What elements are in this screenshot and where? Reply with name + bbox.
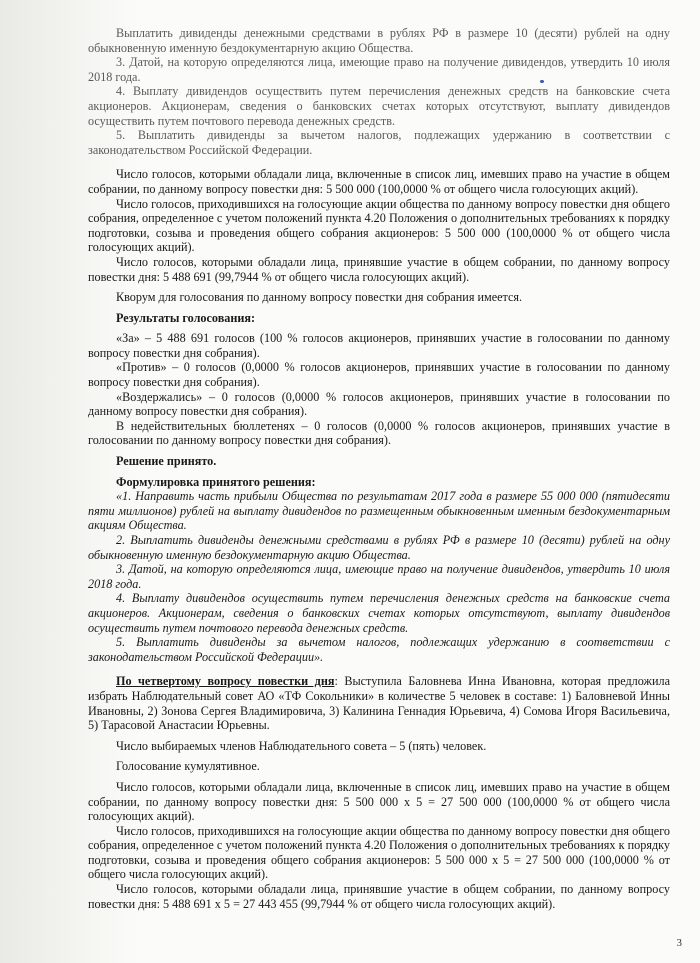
vote-for: «За» – 5 488 691 голосов (100 % голосов акционеров, принявших участие в голосовании по данному вопросу повестки дня собрания). [88,331,670,360]
fourth-question [88,674,670,732]
paragraph: Число голосов, которыми обладали лица, включенные в список лиц, имевших право на участие в общем собрании, по данному вопросу повестки дня: 5 500 000 (100,0000 % от общего числа голосующих акций). [88,167,670,196]
paragraph: Число голосов, которыми обладали лица, включенные в список лиц, имевших право на участие в общем собрании, по данному вопросу повестки дня: 5 500 000 х 5 = 27 500 000 (100,0000 % от общего числа голосующих акций). [88,779,670,824]
vote-abstain: «Воздержались» – 0 голосов (0,0000 % голосов акционеров, принявших участие в голосовании по данному вопросу повестки дня собрания). [88,389,670,419]
document-body [88,26,670,911]
paragraph: Выплатить дивиденды денежными средствами в рублях РФ в размере 10 (десяти) рублей на одну обыкновенную именную бездокументарную акцию Общества. [88,26,670,55]
decision-accepted: Решение принято. [116,454,217,469]
paragraph: Число голосов, приходившихся на голосующие акции общества по данному вопросу повестки дня общего собрания, определенное с учетом положений пункта 4.20 Положения о дополнительных требованиях к порядку подготовки, созыва и проведения общего собрания акционеров: 5 500 000 (100,0000 % от общего числа голосующих акций). [88,196,670,255]
paragraph: Число выбираемых членов Наблюдательного совета – 5 (пять) человек. [116,738,487,753]
results-heading: Результаты голосования: [116,310,256,325]
decision-item: 2. Выплатить дивиденды денежными средствами в рублях РФ в размере 10 (десяти) рублей на одну обыкновенную именную бездокументарную акцию Общества. [88,533,670,562]
paragraph: 3. Датой, на которую определяются лица, имеющие право на получение дивидендов, утвердить 10 июля 2018 года. [88,55,670,84]
fourth-question-text: : Выступила Баловнева Инна Ивановна, которая предложила избрать Наблюдательный совет АО «ТФ Сокольники» в количестве 5 человек в составе: 1) Баловневой Инны Ивановны, 2) Зонова Сергея Владимировича, 3) Калинина Геннадия Юрьевича, 4) Сомова Игоря Васильевича, 5) Тарасовой Анастасии Юрьевны. [88,674,670,733]
paragraph: Число голосов, которыми обладали лица, принявшие участие в общем собрании, по данному вопросу повестки дня: 5 488 691 х 5 = 27 443 455 (99,7944 % от общего числа голосующих акций). [88,882,670,911]
paragraph: Число голосов, которыми обладали лица, принявшие участие в общем собрании, по данному вопросу повестки дня: 5 488 691 (99,7944 % от общего числа голосующих акций). [88,254,670,284]
vote-against: «Против» – 0 голосов (0,0000 % голосов акционеров, принявших участие в голосовании по данному вопросу повестки дня собрания). [88,360,670,390]
decision-item: 3. Датой, на которую определяются лица, имеющие право на получение дивидендов, утвердить 10 июля 2018 года. [88,562,670,591]
decision-heading: Формулировка принятого решения: [116,474,316,489]
fourth-question-lead: По четвертому вопросу повестки дня [116,674,335,689]
page-number: 3 [676,937,682,949]
decision-item: 5. Выплатить дивиденды за вычетом налогов, подлежащих удержанию в соответствии с законодательством Российской Федерации». [88,635,670,664]
decision-item: «1. Направить часть прибыли Общества по результатам 2017 года в размере 55 000 000 (пятидесяти пяти миллионов) рублей на выплату дивидендов по размещенным обыкновенным именным бездокументарным акциям Общества. [88,489,670,533]
vote-invalid: В недействительных бюллетенях – 0 голосов (0,0000 % голосов акционеров, принявших участие в голосовании по данному вопросу повестки дня собрания). [88,418,670,448]
paragraph: 5. Выплатить дивиденды за вычетом налогов, подлежащих удержанию в соответствии с законодательством Российской Федерации. [88,128,670,157]
paragraph: Голосование кумулятивное. [116,759,260,774]
paragraph: Число голосов, приходившихся на голосующие акции общества по данному вопросу повестки дня общего собрания, определенное с учетом положений пункта 4.20 Положения о дополнительных требованиях к порядку подготовки, созыва и проведения общего собрания акционеров: 5 500 000 х 5 = 27 500 000 (100,0000 % от общего числа голосующих акций). [88,823,670,882]
quorum-text: Кворум для голосования по данному вопросу повестки дня собрания имеется. [116,290,523,305]
paragraph: 4. Выплату дивидендов осуществить путем перечисления денежных средств на банковские счета акционеров. Акционерам, сведения о банковских счетах которых отсутствуют, выплату дивидендов осуществить путем почтового перевода денежных средств. [88,84,670,128]
decision-item: 4. Выплату дивидендов осуществить путем перечисления денежных средств на банковские счета акционеров. Акционерам, сведения о банковских счетах которых отсутствуют, выплату дивидендов осуществить путем почтового перевода денежных средств. [88,591,670,635]
